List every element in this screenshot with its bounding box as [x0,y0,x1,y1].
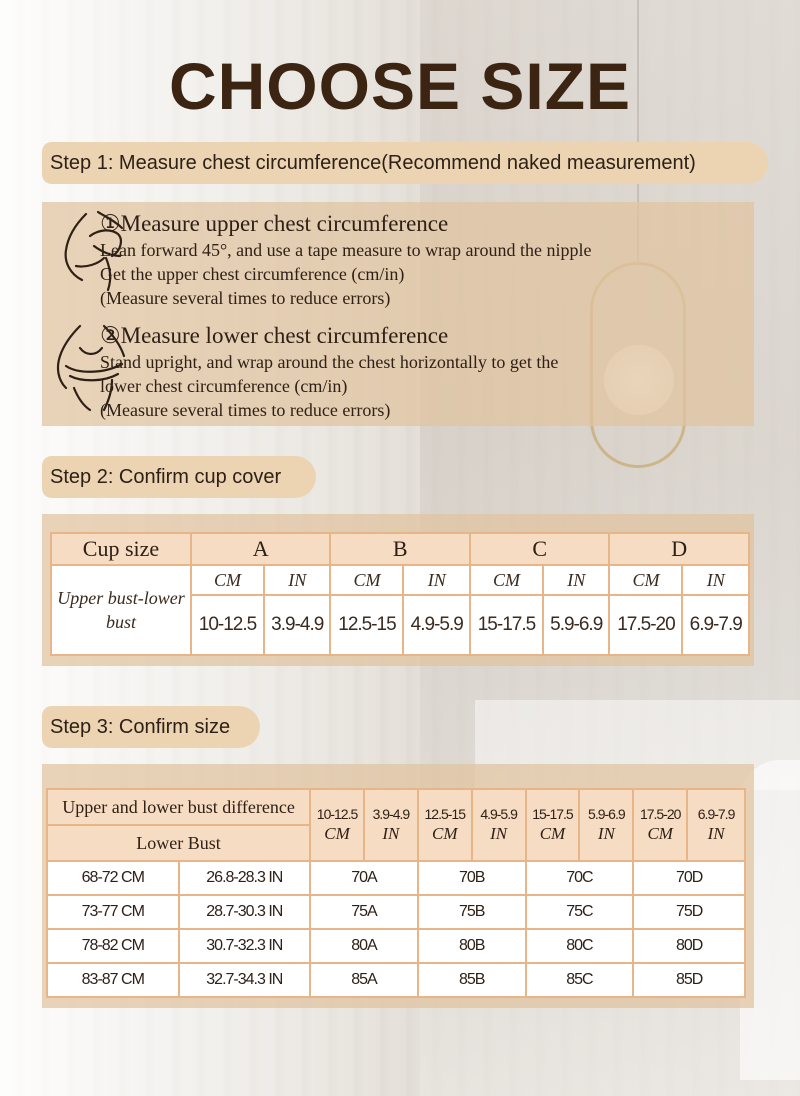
lower-measure-block [100,322,730,422]
range-value: 12.5-15 [424,806,465,822]
range-unit: IN [707,824,725,843]
range-header [310,789,364,861]
range-unit: CM [647,824,673,843]
unit-cm: CM [330,565,403,595]
cup-name: B [330,533,469,565]
range-header [364,789,418,861]
unit-in: IN [543,565,609,595]
range-unit: CM [324,824,350,843]
size-cell: 85C [526,963,634,997]
lower-bust-cm: 78-82 CM [47,929,179,963]
unit-in: IN [403,565,469,595]
range-value: 3.9-4.9 [372,806,410,822]
lower-bust-in: 28.7-30.3 IN [179,895,311,929]
upper-measure-line: Lean forward 45°, and use a tape measure to wrap around the nipple [100,240,592,260]
unit-in: IN [264,565,330,595]
size-cell: 70B [418,861,526,895]
range-header [687,789,745,861]
table-row [47,963,745,997]
upper-measure-line: (Measure several times to reduce errors) [100,288,391,308]
range-header [418,789,472,861]
cup-header-row [51,533,749,565]
size-cell: 85B [418,963,526,997]
lower-bust-in: 30.7-32.3 IN [179,929,311,963]
range-header [633,789,687,861]
range-value: 10-12.5 [316,806,358,822]
size-cell: 75B [418,895,526,929]
lower-measure-line: Stand upright, and wrap around the chest horizontally to get the [100,352,559,372]
lower-measure-line: lower chest circumference (cm/in) [100,376,348,396]
upper-measure-heading: ①Measure upper chest circumference [100,211,449,236]
table-row [47,929,745,963]
unit-cm: CM [470,565,543,595]
lower-bust-cm: 73-77 CM [47,895,179,929]
cup-size-table [50,532,750,656]
cup-cm-value: 15-17.5 [470,595,543,655]
cup-name: D [609,533,749,565]
range-header [472,789,526,861]
size-cell: 80D [633,929,745,963]
table-row [47,895,745,929]
range-header [579,789,633,861]
range-value: 4.9-5.9 [480,806,517,822]
lower-bust-in: 32.7-34.3 IN [179,963,311,997]
cup-row-label [51,565,191,655]
page-title: CHOOSE SIZE [168,49,632,123]
cup-cm-value: 17.5-20 [609,595,682,655]
cup-cm-value: 12.5-15 [330,595,403,655]
unit-cm: CM [609,565,682,595]
lower-bust-in: 26.8-28.3 IN [179,861,311,895]
range-value: 5.9-6.9 [588,806,625,822]
unit-cm: CM [191,565,264,595]
lower-bust-cm: 83-87 CM [47,963,179,997]
size-cell: 75A [310,895,418,929]
lower-bust-header: Lower Bust [47,825,310,861]
cup-in-value: 4.9-5.9 [403,595,469,655]
range-unit: IN [382,824,400,843]
range-value: 15-17.5 [532,806,573,822]
size-cell: 75C [526,895,634,929]
lower-bust-cm: 68-72 CM [47,861,179,895]
unit-in: IN [682,565,749,595]
lower-measure-heading: ②Measure lower chest circumference [100,323,449,348]
upper-measure-block [100,210,730,310]
cup-row-label-line: Upper bust-lower [57,588,185,608]
range-unit: IN [597,824,615,843]
size-cell: 85D [633,963,745,997]
cup-cm-value: 10-12.5 [191,595,264,655]
step2-label: Step 2: Confirm cup cover [42,456,316,498]
size-cell: 70D [633,861,745,895]
cup-in-value: 3.9-4.9 [264,595,330,655]
cup-unit-row [51,565,749,595]
size-cell: 80B [418,929,526,963]
step3-label: Step 3: Confirm size [42,706,260,748]
size-header-row [47,789,745,825]
range-value: 6.9-7.9 [697,806,735,822]
size-cell: 75D [633,895,745,929]
range-unit: IN [490,824,508,843]
size-cell: 80A [310,929,418,963]
cup-name: C [470,533,609,565]
bust-difference-header: Upper and lower bust difference [47,789,310,825]
range-value: 17.5-20 [639,806,681,822]
cup-name: A [191,533,330,565]
size-cell: 85A [310,963,418,997]
step1-label: Step 1: Measure chest circumference(Recommend naked measurement) [42,142,768,184]
range-unit: CM [539,824,566,843]
size-cell: 70A [310,861,418,895]
size-table [46,788,746,998]
cup-size-header: Cup size [51,533,191,565]
lower-measure-line: (Measure several times to reduce errors) [100,400,391,420]
size-cell: 80C [526,929,634,963]
cup-row-label-line: bust [105,612,136,632]
range-header [526,789,580,861]
cup-in-value: 5.9-6.9 [543,595,609,655]
table-row [47,861,745,895]
range-unit: CM [432,824,458,843]
upper-measure-line: Get the upper chest circumference (cm/in) [100,264,405,284]
size-cell: 70C [526,861,634,895]
cup-in-value: 6.9-7.9 [682,595,749,655]
